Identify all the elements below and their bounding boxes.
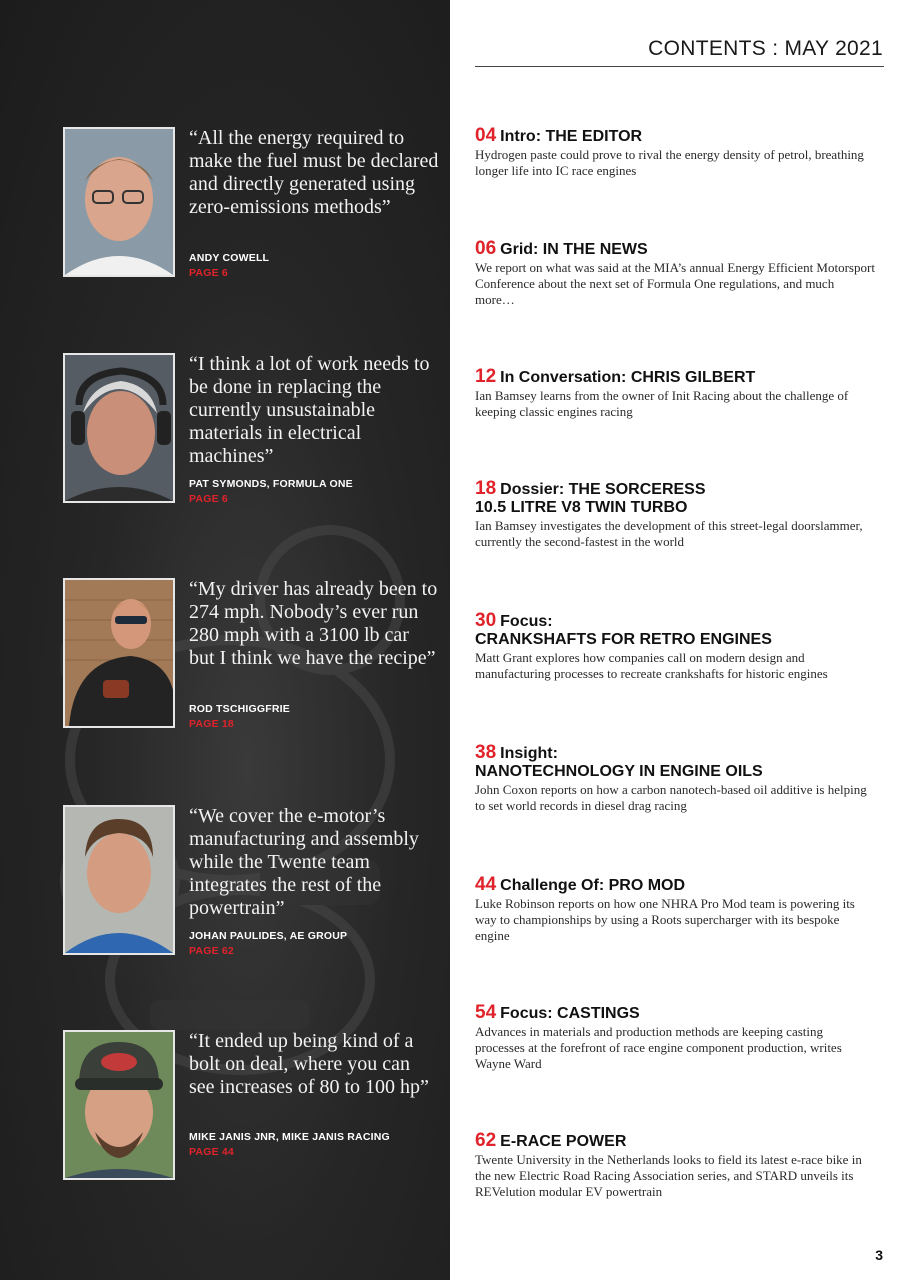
toc-heading [475, 1132, 875, 1151]
quote-text: “We cover the e-motor’s manufacturing and assembly while the Twente team integrates the rest of the powertrain” [189, 805, 419, 919]
toc-description: We report on what was said at the MIA’s annual Energy Efficient Motorsport Conference about the next set of Formula One regulations, and much more… [475, 260, 875, 307]
toc-heading [475, 368, 875, 387]
title-divider [475, 66, 884, 67]
toc-title: Focus: [500, 613, 553, 630]
toc-description: Hydrogen paste could prove to rival the energy density of petrol, breathing longer life into IC race engines [475, 147, 864, 178]
toc-entry[interactable] [475, 1004, 875, 1072]
toc-heading [475, 876, 875, 895]
portrait-rod-tschiggfrie [63, 578, 175, 728]
toc-page-number: 30 [475, 610, 497, 631]
toc-entry[interactable] [475, 612, 875, 682]
toc-page-number: 38 [475, 742, 497, 763]
toc-description: John Coxon reports on how a carbon nanotech-based oil additive is helping to set world records in diesel drag racing [475, 782, 867, 813]
toc-title: Grid: IN THE NEWS [500, 241, 648, 258]
toc-entry[interactable] [475, 480, 875, 550]
toc-title: Dossier: THE SORCERESS [500, 481, 706, 498]
toc-description: Twente University in the Netherlands looks to field its latest e-race bike in the new Electric Road Racing Association series, and STARD unveils its REVelution modular EV powertrain [475, 1152, 862, 1199]
toc-heading [475, 480, 875, 499]
quote-attribution: PAT SYMONDS, FORMULA ONE [189, 478, 353, 490]
toc-page-number: 62 [475, 1130, 497, 1151]
toc-description: Ian Bamsey learns from the owner of Init Racing about the challenge of keeping classic engines racing [475, 388, 849, 419]
quote-text: “It ended up being kind of a bolt on deal, where you can see increases of 80 to 100 hp” [189, 1030, 429, 1098]
quote-page-reference: PAGE 62 [189, 945, 234, 957]
toc-entry[interactable] [475, 744, 875, 814]
portrait-andy-cowell [63, 127, 175, 277]
toc-page-number: 54 [475, 1002, 497, 1023]
quote-attribution: ANDY COWELL [189, 252, 270, 264]
toc-page-number: 04 [475, 125, 497, 146]
toc-title: Focus: CASTINGS [500, 1005, 640, 1022]
quote-page-reference: PAGE 18 [189, 718, 234, 730]
toc-heading [475, 240, 875, 259]
portrait-image [65, 580, 173, 726]
toc-heading [475, 612, 875, 631]
contents-title: CONTENTS : MAY 2021 [648, 37, 883, 60]
toc-description: Advances in materials and production methods are keeping casting processes at the forefront of race engine component production, writes Wayne Ward [475, 1024, 842, 1071]
portrait-image [65, 807, 173, 953]
toc-page-number: 06 [475, 238, 497, 259]
toc-entry[interactable] [475, 127, 875, 179]
toc-page-number: 18 [475, 478, 497, 499]
quote-attribution: MIKE JANIS JNR, MIKE JANIS RACING [189, 1131, 390, 1143]
quote-page-reference: PAGE 44 [189, 1146, 234, 1158]
page-number: 3 [875, 1247, 883, 1263]
toc-title: Challenge Of: PRO MOD [500, 877, 686, 894]
toc-page-number: 44 [475, 874, 497, 895]
toc-title: In Conversation: CHRIS GILBERT [500, 369, 756, 386]
toc-title-line-2: NANOTECHNOLOGY IN ENGINE OILS [475, 763, 763, 780]
toc-entry[interactable] [475, 368, 875, 420]
portrait-image [65, 355, 173, 501]
portrait-johan-paulides [63, 805, 175, 955]
toc-heading [475, 1004, 875, 1023]
toc-description: Luke Robinson reports on how one NHRA Pro Mod team is powering its way to championships by using a Roots supercharger with its bespoke engine [475, 896, 855, 943]
toc-description: Matt Grant explores how companies call on modern design and manufacturing processes to recreate crankshafts for historic engines [475, 650, 828, 681]
quote-attribution: ROD TSCHIGGFRIE [189, 703, 291, 715]
portrait-image [65, 1032, 173, 1178]
quote-page-reference: PAGE 6 [189, 267, 228, 279]
quote-text: “All the energy required to make the fuel must be declared and directly generated using zero-emissions methods” [189, 127, 439, 218]
toc-heading [475, 127, 875, 146]
quote-page-reference: PAGE 6 [189, 493, 228, 505]
toc-title: Insight: [500, 745, 558, 762]
quote-attribution: JOHAN PAULIDES, AE GROUP [189, 930, 348, 942]
toc-heading [475, 744, 875, 763]
quote-text: “I think a lot of work needs to be done in replacing the currently unsustainable materials in electrical machines” [189, 353, 430, 467]
toc-entry[interactable] [475, 1132, 875, 1200]
toc-entry[interactable] [475, 876, 875, 944]
toc-description: Ian Bamsey investigates the development of this street-legal doorslammer, currently the second-fastest in the world [475, 518, 863, 549]
toc-title-line-2: 10.5 LITRE V8 TWIN TURBO [475, 499, 688, 516]
portrait-image [65, 129, 173, 275]
toc-title: Intro: THE EDITOR [500, 128, 643, 145]
portrait-mike-janis-jnr [63, 1030, 175, 1180]
toc-page-number: 12 [475, 366, 497, 387]
quotes-panel [0, 0, 450, 1280]
portrait-pat-symonds [63, 353, 175, 503]
quote-text: “My driver has already been to 274 mph. Nobody’s ever run 280 mph with a 3100 lb car but I think we have the recipe” [189, 578, 438, 669]
toc-title: E-RACE POWER [500, 1133, 627, 1150]
toc-entry[interactable] [475, 240, 875, 308]
toc-title-line-2: CRANKSHAFTS FOR RETRO ENGINES [475, 631, 772, 648]
